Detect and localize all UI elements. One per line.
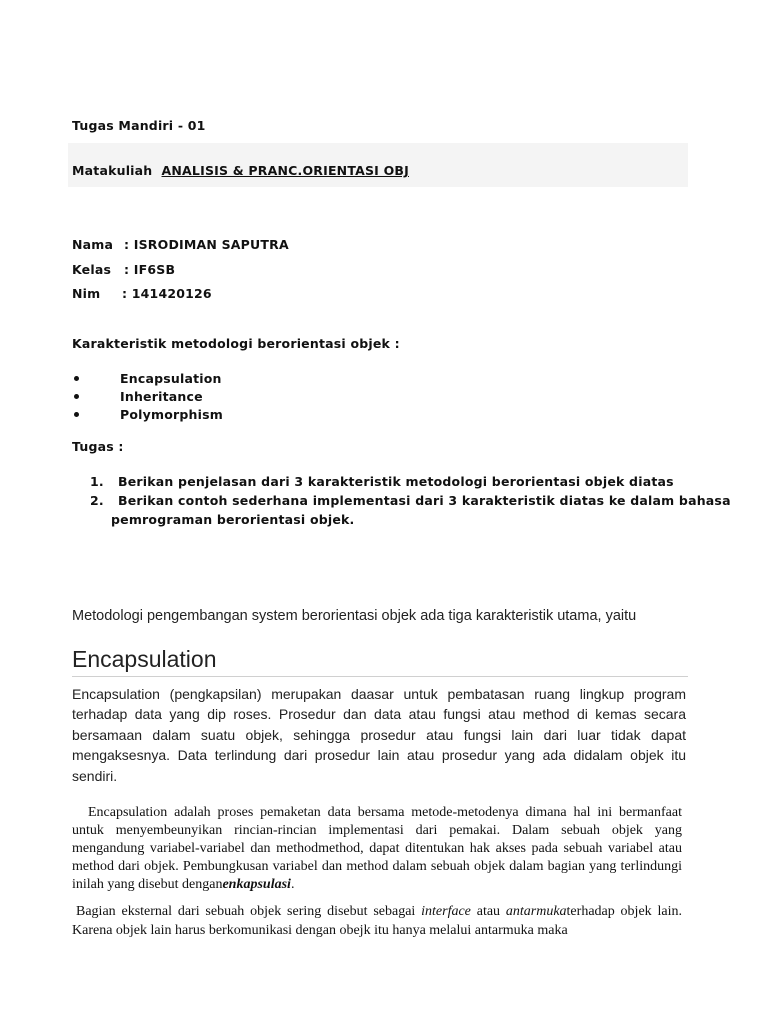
paragraph-3-c: terhadap objek lain. Karena objek lain harus berkomunikasi dengan obejk itu hanya melalui antarmuka maka [72, 904, 682, 938]
section-heading: Encapsulation [72, 646, 217, 672]
class-label: Kelas [72, 262, 112, 277]
paragraph-1: Encapsulation (pengkapsilan) merupakan daasar untuk pembatasan ruang lingkup program terhadap data yang dip roses. Prosedur dan data atau fungsi atau method di kemas secara bersamaan dalam suatu objek, sehingga prosedur atau fungsi lain dari luar tidak dapat mengaksesnya. Data terlindung dari prosedur lain atau prosedur yang ada didalam objek itu sendiri. [72, 686, 686, 784]
student-name-row [72, 237, 289, 252]
paragraph-3-interface: interface [421, 904, 471, 919]
heading-divider [72, 676, 688, 677]
bullet-icon [74, 412, 79, 417]
paragraph-3 [72, 902, 682, 940]
paragraph-2-end: . [290, 877, 295, 892]
list-item-label: Polymorphism [120, 407, 223, 422]
class-value: : IF6SB [124, 262, 176, 277]
paragraph-2-emphasis: enkapsulasi [222, 877, 291, 892]
task-item [90, 493, 731, 508]
task-text: Berikan penjelasan dari 3 karakteristik metodologi berorientasi objek diatas [118, 474, 674, 489]
course-label: Matakuliah [72, 163, 153, 178]
assignment-title: Tugas Mandiri - 01 [72, 118, 206, 133]
paragraph-2-main: Encapsulation adalah proses pemaketan data bersama metode-metodenya dimana hal ini bermanfaat untuk menyembeunyikan rincian-rincian implementasi dari pemakai. Dalam sebuah objek yang mengandung variabel-variabel dan methodmethod, dapat ditentukan hak akses pada sebuah variabel atau method dari objek. Pembungkusan variabel dan method dalam sebuah objek dalam bagian yang terlindungi inilah yang disebut dengan [72, 805, 682, 892]
task-number: 1. [90, 474, 104, 489]
characteristics-heading: Karakteristik metodologi berorientasi objek : [72, 336, 400, 351]
name-label: Nama [72, 237, 114, 252]
paragraph-3-a: Bagian eksternal dari sebuah objek sering disebut sebagai [76, 904, 422, 919]
list-item [72, 371, 222, 386]
bullet-icon [74, 394, 79, 399]
paragraph-2 [72, 804, 682, 894]
intro-text: Metodologi pengembangan system berorientasi objek ada tiga karakteristik utama, yaitu [72, 608, 637, 624]
nim-label: Nim [72, 286, 101, 301]
nim-value: : 141420126 [122, 286, 212, 301]
task-continuation: pemrograman berorientasi objek. [111, 512, 355, 527]
task-text: Berikan contoh sederhana implementasi dari 3 karakteristik diatas ke dalam bahasa [118, 493, 731, 508]
paragraph-3-antarmuka: antarmuka [505, 904, 567, 919]
task-item [90, 474, 674, 489]
student-nim-row [72, 286, 212, 301]
list-item [72, 389, 203, 404]
bullet-icon [74, 376, 79, 381]
list-item-label: Inheritance [120, 389, 203, 404]
course-line [72, 163, 409, 178]
tasks-heading: Tugas : [72, 439, 124, 454]
task-number: 2. [90, 493, 104, 508]
course-name: ANALISIS & PRANC.ORIENTASI OBJ [161, 163, 409, 178]
student-class-row [72, 262, 175, 277]
name-value: : ISRODIMAN SAPUTRA [124, 237, 289, 252]
list-item-label: Encapsulation [120, 371, 222, 386]
paragraph-3-b: atau [470, 904, 506, 919]
list-item [72, 407, 223, 422]
